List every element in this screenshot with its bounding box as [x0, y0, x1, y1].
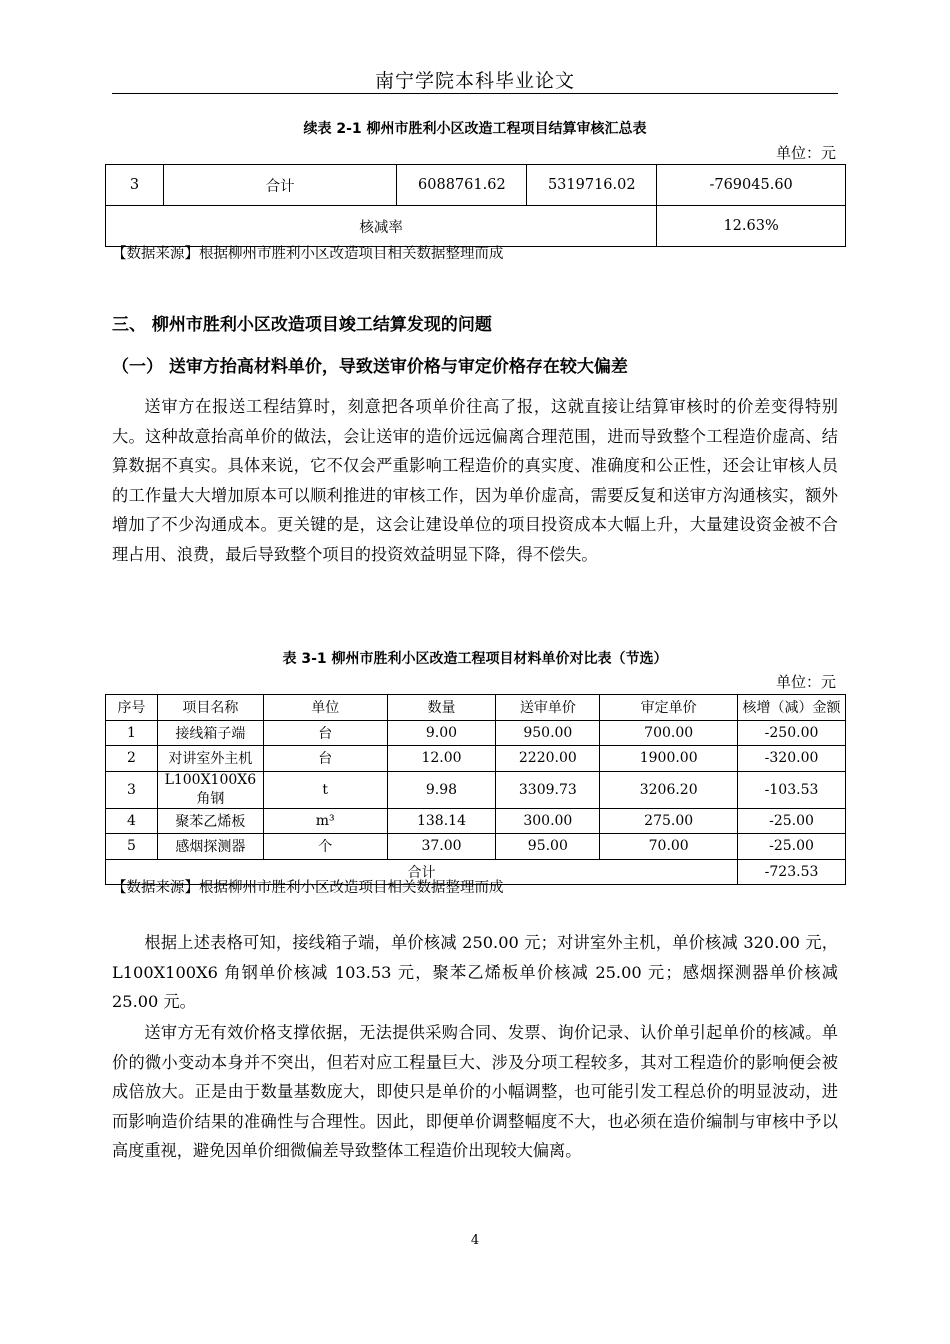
- table-cell: 台: [263, 720, 387, 746]
- table1-unit: 单位：元: [775, 144, 836, 162]
- table-cell: 接线箱子端: [157, 720, 263, 746]
- column-header: 项目名称: [157, 695, 263, 721]
- table-cell: 合计: [106, 859, 738, 885]
- summary-table: [105, 164, 846, 247]
- table-cell: 275.00: [600, 808, 738, 834]
- table-cell: 4: [106, 808, 158, 834]
- body-paragraph: 送审方无有效价格支撑依据，无法提供采购合同、发票、询价记录、认价单引起单价的核减。单价的微小变动本身并不突出，但若对应工程量巨大、涉及分项工程较多，其对工程造价的影响便会被成倍放大。正是由于数量基数庞大，即使只是单价的小幅调整，也可能引发工程总价的明显波动，进而影响造价结果的准确性与合理性。因此，即便单价调整幅度不大，也必须在造价编制与审核中予以高度重视，避免因单价细微偏差导致整体工程造价出现较大偏离。: [112, 1023, 838, 1160]
- table2-caption: 表 3-1 柳州市胜利小区改造工程项目材料单价对比表（节选）: [282, 651, 668, 667]
- table-header-row: [106, 695, 846, 721]
- table-cell: 感烟探测器: [157, 834, 263, 860]
- column-header: 核增（减）金额: [738, 695, 846, 721]
- table-cell: -723.53: [738, 859, 846, 885]
- table-cell: -25.00: [738, 834, 846, 860]
- table-row: [106, 165, 846, 206]
- table-cell: -103.53: [738, 771, 846, 808]
- subsection-heading: （一） 送审方抬高材料单价，导致送审价格与审定价格存在较大偏差: [112, 357, 628, 377]
- table-cell: 9.98: [387, 771, 496, 808]
- table-cell: 个: [263, 834, 387, 860]
- table2-source: 【数据来源】根据柳州市胜利小区改造项目相关数据整理而成: [112, 880, 504, 896]
- table-cell: m³: [263, 808, 387, 834]
- column-header: 送审单价: [496, 695, 600, 721]
- column-header: 数量: [387, 695, 496, 721]
- table-cell: 700.00: [600, 720, 738, 746]
- table1-caption: 续表 2-1 柳州市胜利小区改造工程项目结算审核汇总表: [303, 121, 647, 137]
- table-cell: 5: [106, 834, 158, 860]
- page-header-title: 南宁学院本科毕业论文: [374, 70, 575, 92]
- table-row: [106, 771, 846, 808]
- table-cell: 3206.20: [600, 771, 738, 808]
- table-cell: 聚苯乙烯板: [157, 808, 263, 834]
- table-cell: -769045.60: [657, 165, 846, 206]
- table-cell: 1900.00: [600, 746, 738, 772]
- table-row: [106, 746, 846, 772]
- header-rule: [112, 93, 838, 94]
- table-cell: 12.00: [387, 746, 496, 772]
- table-cell: 138.14: [387, 808, 496, 834]
- table-cell: -250.00: [738, 720, 846, 746]
- table-row: [106, 834, 846, 860]
- table-cell: 3: [106, 771, 158, 808]
- table-cell: 合计: [163, 165, 397, 206]
- column-header: 序号: [106, 695, 158, 721]
- table-cell: 2220.00: [496, 746, 600, 772]
- table2-unit: 单位：元: [775, 673, 836, 691]
- table-cell: 1: [106, 720, 158, 746]
- table-cell: 核减率: [106, 206, 657, 247]
- table-cell: t: [263, 771, 387, 808]
- material-price-table: [105, 694, 846, 885]
- table-cell: 950.00: [496, 720, 600, 746]
- table-row: [106, 206, 846, 247]
- table-cell: 5319716.02: [527, 165, 657, 206]
- table-cell: L100X100X6 角钢: [157, 771, 263, 808]
- page-number: 4: [470, 1233, 480, 1248]
- table-cell: 95.00: [496, 834, 600, 860]
- table-row: [106, 808, 846, 834]
- table-cell: -320.00: [738, 746, 846, 772]
- table-cell: 3309.73: [496, 771, 600, 808]
- column-header: 单位: [263, 695, 387, 721]
- column-header: 审定单价: [600, 695, 738, 721]
- table-row: [106, 720, 846, 746]
- table-cell: -25.00: [738, 808, 846, 834]
- table-cell: 9.00: [387, 720, 496, 746]
- table-cell: 对讲室外主机: [157, 746, 263, 772]
- table-cell: 70.00: [600, 834, 738, 860]
- table-cell: 37.00: [387, 834, 496, 860]
- body-paragraph: 根据上述表格可知，接线箱子端，单价核减 250.00 元；对讲室外主机，单价核减 320.00 元，L100X100X6 角钢单价核减 103.53 元，聚苯乙烯板单价核减 25.00 元；感烟探测器单价核减 25.00 元。: [112, 933, 838, 1011]
- body-paragraph: 送审方在报送工程结算时，刻意把各项单价往高了报，这就直接让结算审核时的价差变得特别大。这种故意抬高单价的做法，会让送审的造价远远偏离合理范围，进而导致整个工程造价虚高、结算数据不真实。具体来说，它不仅会严重影响工程造价的真实度、准确度和公正性，还会让审核人员的工作量大大增加原本可以顺利推进的审核工作，因为单价虚高，需要反复和送审方沟通核实，额外增加了不少沟通成本。更关键的是，这会让建设单位的项目投资成本大幅上升，大量建设资金被不合理占用、浪费，最后导致整个项目的投资效益明显下降，得不偿失。: [112, 397, 838, 564]
- table-cell: 2: [106, 746, 158, 772]
- section-heading: 三、 柳州市胜利小区改造项目竣工结算发现的问题: [112, 315, 492, 335]
- table-cell: 3: [106, 165, 164, 206]
- table-cell: 12.63%: [657, 206, 846, 247]
- table-cell: 台: [263, 746, 387, 772]
- table-cell: 300.00: [496, 808, 600, 834]
- table1-source: 【数据来源】根据柳州市胜利小区改造项目相关数据整理而成: [112, 246, 504, 262]
- table-cell: 6088761.62: [397, 165, 527, 206]
